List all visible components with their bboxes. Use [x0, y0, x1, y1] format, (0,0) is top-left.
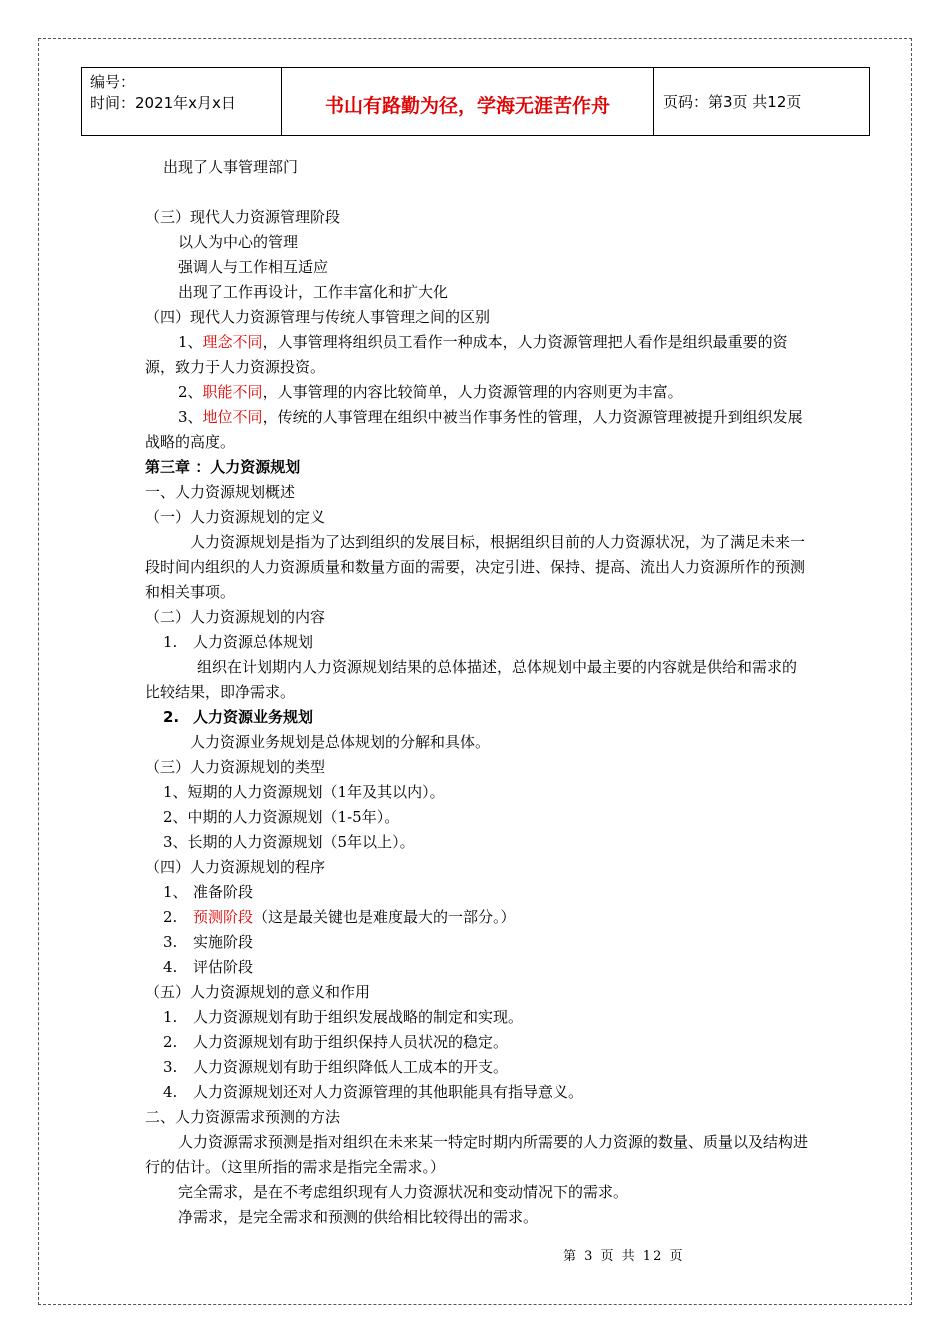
section-heading: （四）人力资源规划的程序 — [145, 858, 326, 876]
item-text: 准备阶段 — [193, 883, 254, 901]
paragraph: 人力资源规划是指为了达到组织的发展目标，根据组织目前的人力资源状况，为了满足未来一段时间内组织的人力资源质量和数量方面的需要，决定引进、保持、提高、流出人力资源所作的预测和相关事项。 — [145, 533, 806, 601]
section-heading: （三）人力资源规划的类型 — [145, 758, 326, 776]
header-meta — [81, 68, 282, 135]
section-heading: （三）现代人力资源管理阶段 — [145, 208, 341, 226]
item-text: ，人事管理的内容比较简单，人力资源管理的内容则更为丰富。 — [262, 383, 683, 401]
section-heading: （一）人力资源规划的定义 — [145, 508, 326, 526]
section-heading: （二）人力资源规划的内容 — [145, 608, 326, 626]
list-item — [145, 955, 810, 980]
list-item — [145, 1005, 810, 1030]
list-item — [145, 880, 810, 905]
item-text: 评估阶段 — [193, 958, 254, 976]
section-heading: （五）人力资源规划的意义和作用 — [145, 983, 371, 1001]
item-number: 2. — [163, 1033, 178, 1051]
paragraph: 完全需求，是在不考虑组织现有人力资源状况和变动情况下的需求。 — [178, 1183, 629, 1201]
highlight-term: 职能不同 — [202, 383, 263, 401]
paragraph: 人力资源需求预测是指对组织在未来某一特定时期内所需要的人力资源的数量、质量以及结构进行的估计。（这里所指的需求是指完全需求。） — [145, 1133, 809, 1176]
number-label: 编号： — [90, 73, 136, 91]
list-item — [145, 905, 810, 930]
item-number: 1、 — [178, 333, 203, 351]
time-label: 时间：2021年x月x日 — [90, 94, 236, 112]
header-motto: 书山有路勤为径，学海无涯苦作舟 — [282, 68, 654, 135]
list-item: 2、中期的人力资源规划（1-5年）。 — [163, 808, 400, 826]
item-number: 4. — [163, 958, 178, 976]
highlight-term: 预测阶段 — [193, 908, 254, 926]
paragraph: 出现了工作再设计，工作丰富化和扩大化 — [178, 283, 449, 301]
item-text: 人力资源规划有助于组织发展战略的制定和实现。 — [193, 1008, 524, 1026]
item-number: 1. — [163, 633, 178, 651]
item-number: 3、 — [178, 408, 203, 426]
list-item — [145, 930, 810, 955]
page-label: 页码：第3页 共12页 — [663, 93, 802, 111]
item-number: 2. — [163, 708, 180, 726]
item-number: 3. — [163, 933, 178, 951]
item-number: 2、 — [178, 383, 203, 401]
section-heading: 一、人力资源规划概述 — [145, 483, 296, 501]
item-number: 3. — [163, 1058, 178, 1076]
list-item — [145, 705, 810, 730]
item-number: 1. — [163, 1008, 178, 1026]
paragraph — [145, 330, 810, 380]
paragraph: 以人为中心的管理 — [178, 233, 299, 251]
item-text: 人力资源规划有助于组织保持人员状况的稳定。 — [193, 1033, 509, 1051]
paragraph — [145, 380, 810, 405]
list-item — [145, 630, 810, 655]
highlight-term: 理念不同 — [202, 333, 263, 351]
item-text: 人力资源规划有助于组织降低人工成本的开支。 — [193, 1058, 509, 1076]
page-footer: 第 3 页 共 12 页 — [563, 1249, 685, 1264]
item-text: （这是最关键也是难度最大的一部分。） — [253, 908, 516, 926]
item-number: 4. — [163, 1083, 178, 1101]
document-body — [145, 155, 810, 1230]
item-text: ，人事管理将组织员工看作一种成本，人力资源管理把人看作是组织最重要的资源，致力于人力资源投资。 — [145, 333, 788, 376]
item-text: 人力资源业务规划 — [193, 708, 314, 726]
item-text: 实施阶段 — [193, 933, 254, 951]
paragraph: 出现了人事管理部门 — [163, 158, 299, 176]
item-text: ，传统的人事管理在组织中被当作事务性的管理，人力资源管理被提升到组织发展战略的高度。 — [145, 408, 803, 451]
header-page-label — [654, 68, 870, 135]
list-item: 1、短期的人力资源规划（1年及其以内）。 — [163, 783, 445, 801]
paragraph: 人力资源业务规划是总体规划的分解和具体。 — [190, 733, 491, 751]
list-item: 3、长期的人力资源规划（5年以上）。 — [163, 833, 415, 851]
item-text: 人力资源总体规划 — [193, 633, 314, 651]
list-item — [145, 1030, 810, 1055]
highlight-term: 地位不同 — [202, 408, 263, 426]
chapter-title: 第三章 ：人力资源规划 — [145, 458, 301, 476]
item-text: 人力资源规划还对人力资源管理的其他职能具有指导意义。 — [193, 1083, 584, 1101]
item-number: 1、 — [163, 883, 188, 901]
paragraph: 组织在计划期内人力资源规划结果的总体描述，总体规划中最主要的内容就是供给和需求的比较结果，即净需求。 — [145, 658, 798, 701]
list-item — [145, 1080, 810, 1105]
section-heading: 二、人力资源需求预测的方法 — [145, 1108, 341, 1126]
paragraph — [145, 405, 810, 455]
section-heading: （四）现代人力资源管理与传统人事管理之间的区别 — [145, 308, 491, 326]
page-header — [81, 67, 870, 136]
paragraph: 净需求，是完全需求和预测的供给相比较得出的需求。 — [178, 1208, 539, 1226]
list-item — [145, 1055, 810, 1080]
item-number: 2. — [163, 908, 178, 926]
paragraph: 强调人与工作相互适应 — [178, 258, 329, 276]
